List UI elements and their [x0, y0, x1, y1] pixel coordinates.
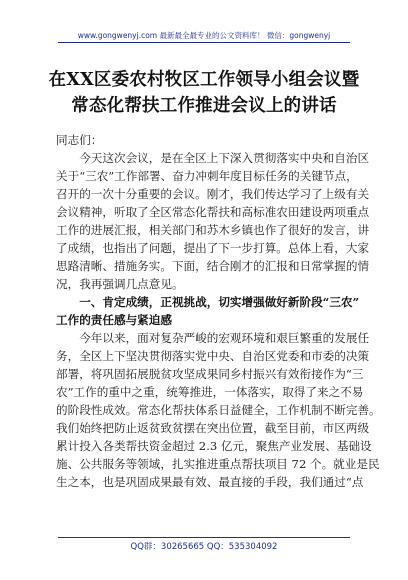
header-divider [58, 42, 350, 43]
body-line: 况，我再强调几点意见。 [56, 277, 184, 291]
body-line: 了成绩，也指出了问题，提出了下一步打算。总体上看，大家 [56, 241, 370, 255]
body-line: 累计投入各类帮扶资金超过 2.3 亿元，聚焦产业发展、基础设 [56, 439, 372, 453]
body-line: 召开的一次十分重要的会议。刚才，我们传达学习了上级有关 [56, 187, 370, 201]
document-title-line-1: 在XX区委农村牧区工作领导小组会议暨 [48, 70, 360, 90]
salutation: 同志们： [56, 133, 103, 147]
body-line: 关于“三农”工作部署、奋力冲刺年度目标任务的关键节点， [56, 169, 358, 183]
body-line: 今天这次会议，是在全区上下深入贯彻落实中央和自治区 [56, 151, 370, 165]
body-line: 思路清晰、措施务实。下面，结合刚才的汇报和日常掌握的情 [56, 259, 370, 273]
body-line: 会议精神，听取了全区常态化帮扶和高标准农田建设两项重点 [56, 205, 370, 219]
body-line: 生之本，也是巩固成果最有效、最直接的手段，我们通过“点 [56, 475, 364, 489]
body-line: 农”工作的重中之重，统筹推进，一体落实，取得了来之不易 [56, 385, 364, 399]
body-line: 今年以来，面对复杂严峻的宏观环境和艰巨繁重的发展任 [56, 331, 370, 345]
body-line: 我们始终把防止返贫致贫摆在突出位置，截至目前，市区两级 [56, 421, 370, 435]
document-title-line-2: 常态化帮扶工作推进会议上的讲话 [71, 96, 337, 116]
page-header: www.gongwenyj.com 最新最全最专业的公文资料库！ 微信：gongwenyj [77, 31, 331, 40]
body-line: 施、公共服务等领域，扎实推进重点帮扶项目 72 个。就业是民 [56, 457, 380, 471]
page-footer: QQ群：30265665 QQ：535304092 [130, 542, 278, 552]
body-line: 务，全区上下坚决贯彻落实党中央、自治区党委和市委的决策 [56, 349, 370, 363]
body-line: 的阶段性成效。常态化帮扶体系日益健全，工作机制不断完善。 [56, 403, 381, 417]
footer-divider [58, 537, 350, 538]
section-heading-continued: 工作的责任感与紧迫感 [56, 313, 172, 327]
body-line: 工作的进展汇报，相关部门和苏木乡镇也作了很好的发言，讲 [56, 223, 370, 237]
section-heading: 一、肯定成绩，正视挑战，切实增强做好新阶段“三农” [56, 295, 360, 309]
body-line: 部署，将巩固拓展脱贫攻坚成果同乡村振兴有效衔接作为“三 [56, 367, 364, 381]
